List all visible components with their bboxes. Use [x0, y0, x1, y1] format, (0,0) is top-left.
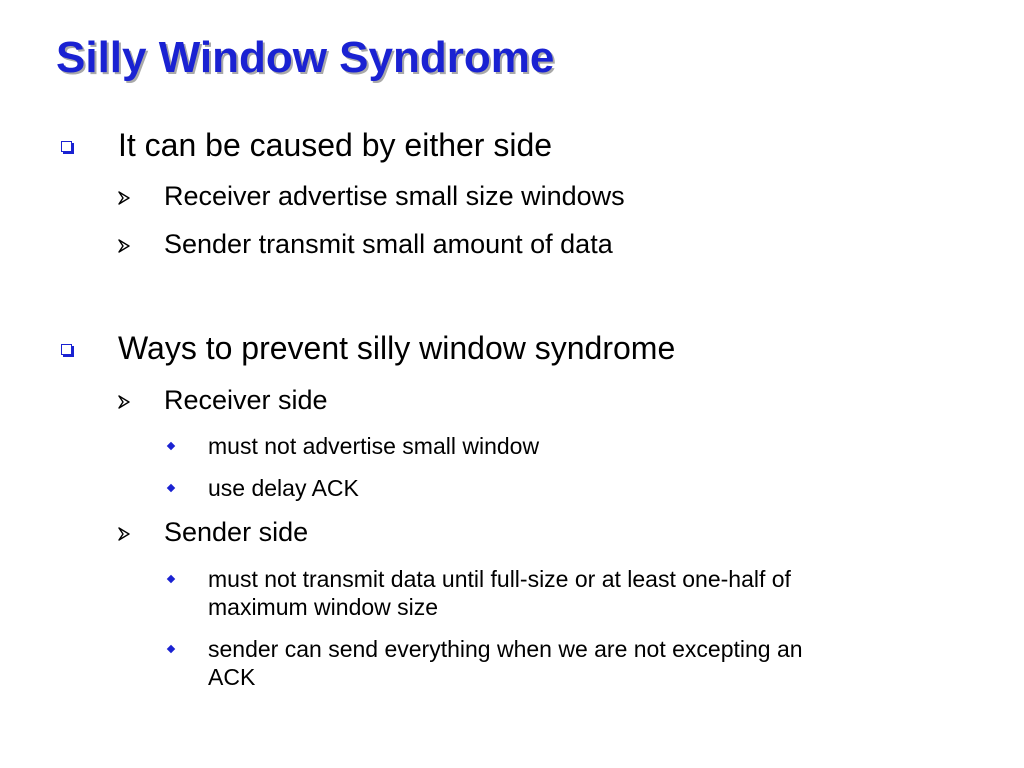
bullet-item-level3: must not transmit data until full-size or at least one-half of: [208, 566, 791, 592]
arrow-bullet-icon: [117, 239, 131, 253]
bullet-item-level3: use delay ACK: [208, 475, 359, 501]
arrow-bullet-icon: [117, 527, 131, 541]
bullet-item-level2: Sender transmit small amount of data: [164, 229, 613, 259]
arrow-bullet-icon: [117, 191, 131, 205]
arrow-bullet-icon: [117, 395, 131, 409]
square-bullet-icon: [61, 141, 72, 152]
bullet-item-level2: Receiver side: [164, 385, 328, 415]
bullet-item-level1: Ways to prevent silly window syndrome: [118, 330, 676, 366]
bullet-item-level2: Sender side: [164, 517, 309, 547]
bullet-item-level1: It can be caused by either side: [118, 127, 553, 163]
bullet-item-level3-continuation: ACK: [208, 664, 256, 690]
bullet-item-level3: must not advertise small window: [208, 433, 540, 459]
diamond-bullet-icon: [167, 575, 175, 583]
diamond-bullet-icon: [167, 442, 175, 450]
diamond-bullet-icon: [167, 645, 175, 653]
bullet-item-level3: sender can send everything when we are not excepting an: [208, 636, 803, 662]
diamond-bullet-icon: [167, 484, 175, 492]
bullet-item-level3-continuation: maximum window size: [208, 594, 439, 620]
slide-title: Silly Window Syndrome: [56, 33, 555, 82]
bullet-item-level2: Receiver advertise small size windows: [164, 181, 625, 211]
square-bullet-icon: [61, 344, 72, 355]
